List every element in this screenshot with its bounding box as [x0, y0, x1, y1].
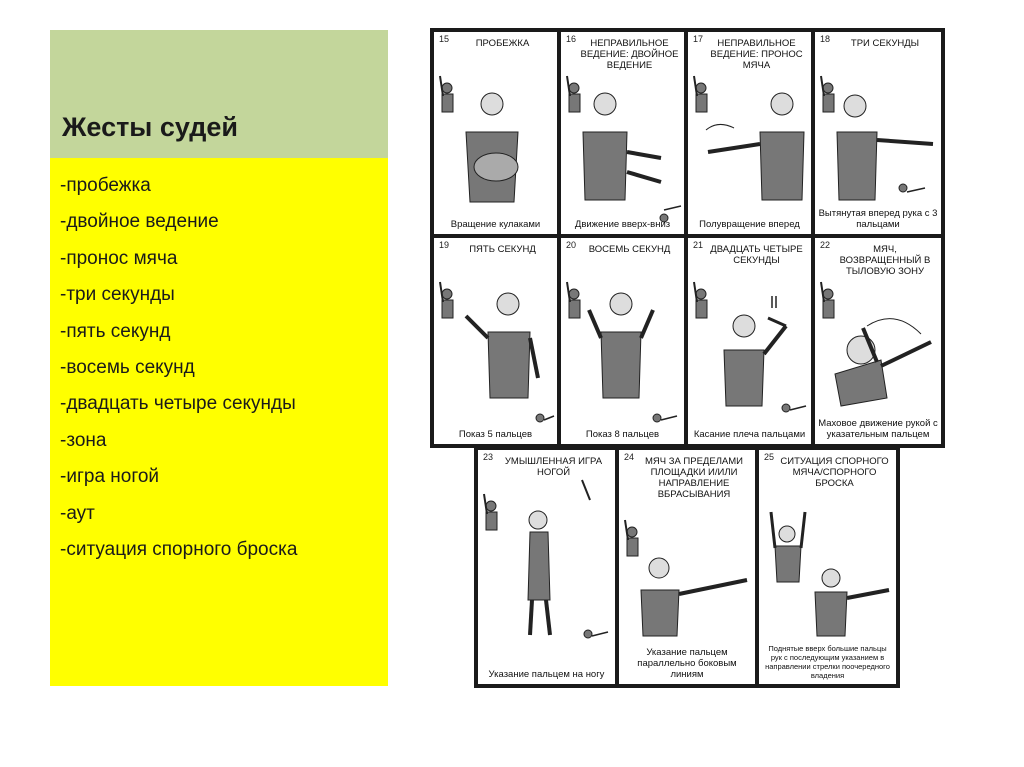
signal-heading: ПЯТЬ СЕКУНД [469, 244, 536, 255]
signal-caption: Вытянутая вперед рука с 3 пальцами [818, 208, 938, 230]
list-item: -аут [60, 502, 95, 524]
signal-cell-15 [434, 32, 557, 234]
signal-cell-18 [815, 32, 941, 234]
signal-heading: НЕПРАВИЛЬНОЕ ВЕДЕНИЕ: ПРОНОС МЯЧА [710, 38, 803, 71]
signal-heading: МЯЧ ЗА ПРЕДЕЛАМИ ПЛОЩАДКИ И/ИЛИ НАПРАВЛЕНИЕ ВБРАСЫВАНИЯ [644, 456, 744, 500]
signal-cell-25 [759, 450, 896, 684]
referee-signals-chart-bottom [474, 446, 900, 688]
signal-cell-21 [688, 238, 811, 444]
gesture-list [50, 158, 388, 568]
signal-number: 19 [439, 240, 450, 250]
signal-cell-23 [478, 450, 615, 684]
signal-caption: Касание плеча пальцами [693, 429, 806, 440]
signal-number: 23 [483, 452, 494, 462]
list-item: -пробежка [60, 175, 151, 196]
list-item: -зона [60, 429, 107, 451]
gesture-list-panel [50, 158, 388, 686]
signal-caption: Указание пальцем на ногу [488, 669, 605, 680]
referee-figure-icon [478, 450, 615, 684]
signal-heading: ПРОБЕЖКА [475, 38, 530, 49]
signal-cell-22 [815, 238, 941, 444]
signal-number: 17 [693, 34, 704, 44]
list-item: -игра ногой [60, 466, 160, 488]
signal-heading: НЕПРАВИЛЬНОЕ ВЕДЕНИЕ: ДВОЙНОЕ ВЕДЕНИЕ [580, 38, 679, 71]
signal-caption: Указание пальцем параллельно боковым линиям [637, 647, 737, 680]
signal-heading: УМЫШЛЕННАЯ ИГРА НОГОЙ [504, 456, 603, 478]
referee-figure-icon [815, 32, 941, 234]
signal-caption: Полувращение вперед [699, 219, 800, 230]
list-item: -пронос мяча [60, 247, 178, 269]
signal-heading: СИТУАЦИЯ СПОРНОГО МЯЧА/СПОРНОГО БРОСКА [780, 456, 889, 489]
slide-title: Жесты судей [62, 112, 238, 142]
signal-number: 24 [624, 452, 635, 462]
signal-number: 21 [693, 240, 704, 250]
signal-caption: Показ 8 пальцев [585, 429, 660, 440]
referee-figure-icon [434, 238, 557, 444]
signal-cell-16 [561, 32, 684, 234]
signal-caption: Движение вверх-вниз [574, 219, 671, 230]
signal-heading: ДВАДЦАТЬ ЧЕТЫРЕ СЕКУНДЫ [710, 244, 803, 266]
signal-caption: Маховое движение рукой с указательным пальцем [818, 418, 938, 440]
signal-heading: ВОСЕМЬ СЕКУНД [588, 244, 671, 255]
referee-figure-icon [434, 32, 557, 234]
signal-cell-24 [619, 450, 755, 684]
signal-cell-19 [434, 238, 557, 444]
signal-number: 18 [820, 34, 831, 44]
signal-number: 22 [820, 240, 831, 250]
referee-figure-icon [561, 238, 684, 444]
list-item: -три секунды [60, 284, 175, 306]
signal-number: 25 [764, 452, 775, 462]
title-panel [50, 30, 388, 158]
list-item: -двойное ведение [60, 211, 219, 233]
signal-caption: Показ 5 пальцев [458, 429, 533, 440]
list-item: -ситуация спорного броска [60, 538, 298, 560]
referee-figure-icon [688, 238, 811, 444]
list-item: -пять секунд [60, 320, 171, 342]
signal-caption: Поднятые вверх большие пальцы рук с последующим указанием в направлении стрелки поочередного владения [765, 644, 890, 680]
signal-cell-17 [688, 32, 811, 234]
signal-number: 20 [566, 240, 577, 250]
signal-heading: ТРИ СЕКУНДЫ [850, 38, 920, 49]
signal-number: 16 [566, 34, 577, 44]
referee-signals-chart [430, 28, 945, 448]
signal-cell-20 [561, 238, 684, 444]
signal-heading: МЯЧ, ВОЗВРАЩЕННЫЙ В ТЫЛОВУЮ ЗОНУ [839, 244, 931, 277]
signal-caption: Вращение кулаками [450, 219, 541, 230]
signal-number: 15 [439, 34, 450, 44]
list-item: -двадцать четыре секунды [60, 393, 296, 415]
list-item: -восемь секунд [60, 356, 195, 378]
